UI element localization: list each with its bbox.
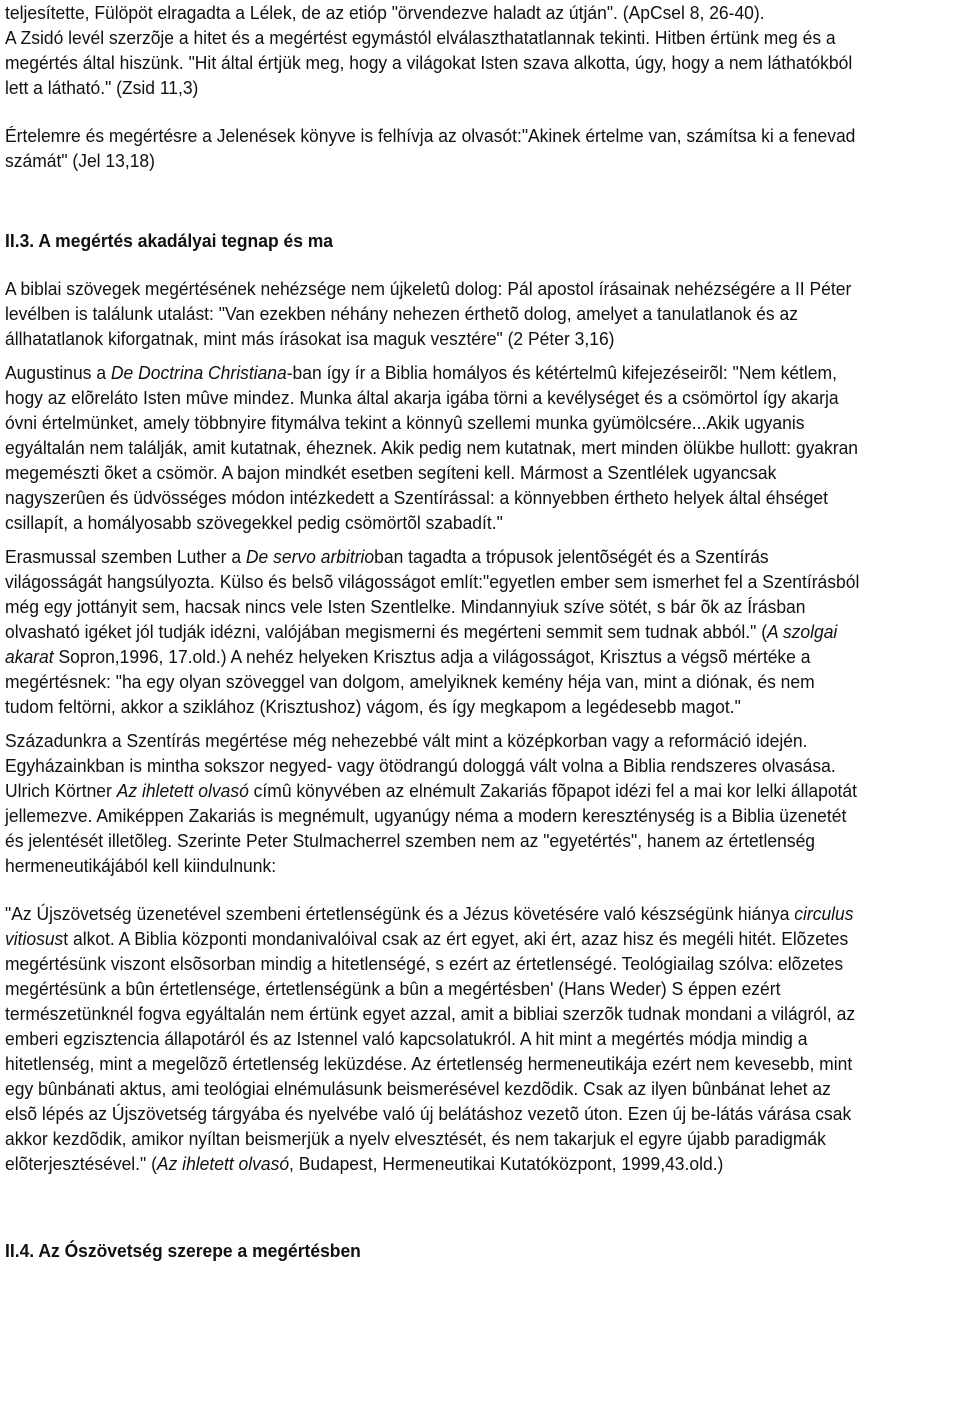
paragraph-augustinus	[5, 360, 956, 535]
text-line: megértés által hiszünk. "Hit által értjük meg, hogy a világokat Isten szava alkotta, úgy, hogy a nem láthatókból	[5, 52, 853, 73]
text-line: A biblai szövegek megértésének nehézsége nem újkeletû dolog: Pál apostol írásainak nehézségére a II Péter	[5, 278, 852, 299]
text-line: Századunkra a Szentírás megértése még nehezebbé vált mint a középkorban vagy a reformáció idején.	[5, 730, 808, 751]
text-line: természetünknél fogva egyáltalán nem értünk egyet azzal, amit a bibliai szerzõk tudnak mondani a világról, az	[5, 1003, 856, 1024]
text-line: megértésnek: "ha egy olyan szöveggel van dolgom, amelyiknek kemény héja van, mint a diónak, és nem	[5, 671, 815, 692]
text-line: állhatatlanok kiforgatnak, mint más írásokat isa maguk vesztére" (2 Péter 3,16)	[5, 328, 615, 349]
book-title: akarat	[5, 646, 54, 667]
paragraph-luther	[5, 544, 956, 719]
text-line: egyáltalán nem találják, amit kutatnak, éheznek. Akik pedig nem kutatnak, mert minden ölükbe hullott: gyakran	[5, 437, 859, 458]
text-line: világosságát hangsúlyozta. Külso és belsõ világosságot említ:"egyetlen ember sem ismerhet fel a Szentírásból	[5, 571, 860, 592]
text-line: számát" (Jel 13,18)	[5, 150, 155, 171]
text-line: A Zsidó levél szerzõje a hitet és a megértést egymástól elválaszthatatlannak tekinti. Hitben értünk meg és a	[5, 27, 836, 48]
text-line: olvasható igéket jól tudják idézni, valójában megismerni és megérteni semmit sem tudnak abból." (	[5, 621, 768, 642]
text-line: Egyházainkban is mintha sokszor negyed- vagy ötödrangú dologgá vált volna a Biblia rendszeres olvasása.	[5, 755, 836, 776]
text-line: teljesítette, Fülöpöt elragadta a Lélek, de az etióp "örvendezve haladt az útján". (ApCsel 8, 26-40).	[5, 2, 765, 23]
book-title: A szolgai	[767, 621, 838, 642]
section-heading-2-3: II.3. A megértés akadályai tegnap és ma	[5, 230, 334, 251]
text-line: jellemezve. Amiképpen Zakariás is megnémult, ugyanúgy néma a modern kereszténység is a Biblia üzenetét	[5, 805, 847, 826]
text-line: emberi egzisztencia állapotáról és az Istennel való kapcsolatukról. A hit mint a megértés módja mindig a	[5, 1028, 808, 1049]
book-title: De servo arbitrio	[245, 546, 375, 567]
text-line: hogy az elõreláto Isten mûve mindez. Munka által akarja igába törni a kevélységet és a csömörtol így akarja	[5, 387, 839, 408]
text-line: még egy jottányit sem, hacsak nincs vele Isten Szentlelke. Mindannyiuk szíve sötét, s bár õk az Írásban	[5, 596, 806, 617]
document-page	[5, 0, 956, 1263]
paragraph-difficulty	[5, 276, 956, 351]
text-line: , Budapest, Hermeneutikai Kutatóközpont, 1999,43.old.)	[289, 1153, 724, 1174]
text-line: megértésünk viszont elsõsorban mindig a hitetlenségé, s ezért az értetlenségé. Teológiailag szólva: elõzetes	[5, 953, 844, 974]
book-title: Az ihletett olvasó	[156, 1153, 290, 1174]
text-line: Értelemre és megértésre a Jelenések könyve is felhívja az olvasót:"Akinek értelme van, számítsa ki a fenevad	[5, 125, 856, 146]
text-line: megemészti õket a csömör. A bajon mindkét esetben segíteni kell. Mármost a Szentlélek ugyancsak	[5, 462, 777, 483]
text-line: nagyszerûen és üdvösséges módon intézkedett a Szentírással: a könnyebben értheto helyek által éhséget	[5, 487, 828, 508]
text-line: lett a látható." (Zsid 11,3)	[5, 77, 199, 98]
text-line: Augustinus a	[5, 362, 111, 383]
latin-term: circulus	[794, 903, 854, 924]
text-line: csillapít, a homályosabb szövegekkel pedig csömörtõl szabadít."	[5, 512, 503, 533]
book-title: De Doctrina Christiana	[110, 362, 287, 383]
quote-kortner	[5, 901, 956, 1176]
text-line: és jelentését illetõleg. Szerinte Peter Stulmacherrel szemben nem az "egyetértés", hanem az értetlenség	[5, 830, 816, 851]
text-line: elõterjesztésével." (	[5, 1153, 157, 1174]
paragraph-modern-era	[5, 728, 956, 878]
intro-paragraph-2	[5, 123, 956, 173]
book-title: Az ihletett olvasó	[116, 780, 249, 801]
text-line: Erasmussal szemben Luther a	[5, 546, 246, 567]
text-line: hitetlenség, mint a megelõzõ értetlenség leküzdése. Az értetlenség hermeneutikája ezért nem kevesebb, mint	[5, 1053, 853, 1074]
text-line: "Az Újszövetség üzenetével szembeni értetlenségünk és a Jézus követésére való készségünk hiánya	[5, 903, 795, 924]
text-line: tudom feltörni, akkor a sziklához (Krisztushoz) vágom, és így megkapom a legédesebb magot."	[5, 696, 741, 717]
text-line: Sopron,1996, 17.old.) A nehéz helyeken Krisztus adja a világosságot, Krisztus a végsõ mértéke a	[53, 646, 811, 667]
text-line: megértésünk a bûn értetlensége, értetlenségünk a bûn a megértésben' (Hans Weder) S éppen ezért	[5, 978, 781, 999]
text-line: elsõ lépés az Újszövetség tárgyába és nyelvébe való új belátáshoz vezetõ úton. Ezen új be-látás várása csak	[5, 1103, 852, 1124]
text-line: óvni értelmünket, amely többnyire fitymálva tekint a könnyû szellemi munka gyümölcsére...Akik ugyanis	[5, 412, 805, 433]
text-line: egy bûnbánati aktus, ami teológiai elnémulásunk beismerésével kezdõdik. Csak az ilyen bûnbánat lehet az	[5, 1078, 831, 1099]
text-line: Ulrich Körtner	[5, 780, 117, 801]
latin-term: vitiosus	[5, 928, 64, 949]
text-line: ban tagadta a trópusok jelentõségét és a Szentírás	[374, 546, 769, 567]
text-line: levélben is találunk utalást: "Van ezekben néhány nehezen érthetõ dolog, amelyet a tanulatlanok és az	[5, 303, 798, 324]
intro-paragraph-1	[5, 0, 956, 100]
section-heading-2-4: II.4. Az Ószövetség szerepe a megértésben	[5, 1240, 361, 1261]
text-line: -ban így ír a Biblia homályos és kétértelmû kifejezéseirõl: "Nem kétlem,	[286, 362, 837, 383]
text-line: t alkot. A Biblia központi mondanivalóival csak az ért egyet, aki ért, azaz hisz és megéli hitét. Elõzetes	[63, 928, 849, 949]
text-line: hermeneutikájából kell kiindulnunk:	[5, 855, 277, 876]
text-line: akkor kezdõdik, amikor nyíltan beismerjük a nyelv elvesztését, és nem takarjuk el egyre újabb paradigmák	[5, 1128, 826, 1149]
text-line: címû könyvében az elnémult Zakariás fõpapot idézi fel a mai kor lelki állapotát	[248, 780, 857, 801]
